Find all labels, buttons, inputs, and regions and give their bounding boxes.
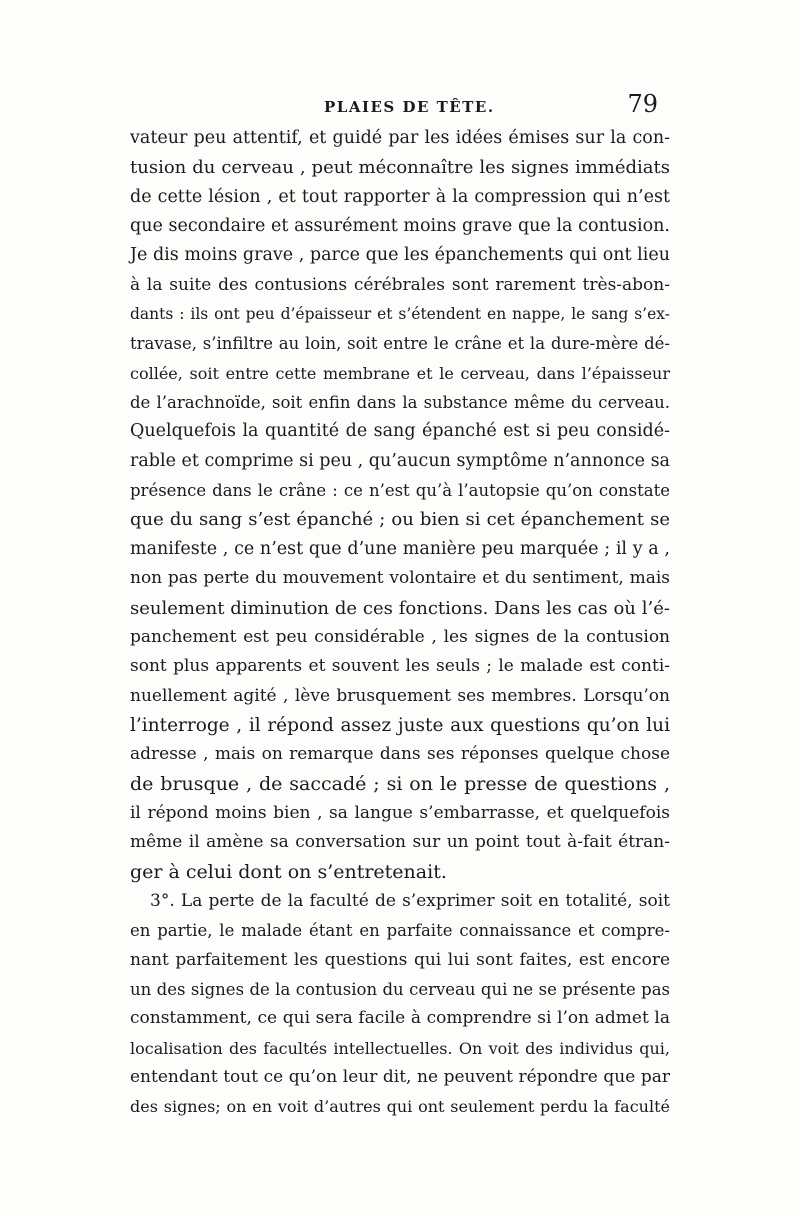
text-line: de l’arachnoïde, soit enfin dans la substance même du cerveau. <box>130 393 670 413</box>
page-number: 79 <box>627 90 658 118</box>
text-line: à la suite des contusions cérébrales sont rarement très-abon- <box>130 274 670 295</box>
text-line: vateur peu attentif, et guidé par les idées émises sur la con- <box>130 128 670 148</box>
text-line: il répond moins bien , sa langue s’embarrasse, et quelquefois <box>130 802 670 823</box>
text-line: constamment, ce qui sera facile à comprendre si l’on admet la <box>130 1008 670 1029</box>
text-line: dants : ils ont peu d’épaisseur et s’étendent en nappe, le sang s’ex- <box>130 305 670 324</box>
text-line: ger à celui dont on s’entretenait. <box>130 860 447 883</box>
text-line: des signes; on en voit d’autres qui ont seulement perdu la faculté <box>130 1097 670 1117</box>
text-line: que du sang s’est épanché ; ou bien si cet épanchement se <box>130 509 670 531</box>
text-line: que secondaire et assurément moins grave que la contusion. <box>130 216 670 237</box>
text-line: sont plus apparents et souvent les seuls ; le malade est conti- <box>130 656 670 677</box>
text-line: manifeste , ce n’est que d’une manière peu marquée ; il y a , <box>130 538 670 559</box>
text-line: 3°. La perte de la faculté de s’exprimer soit en totalité, soit <box>150 890 670 911</box>
text-line: localisation des facultés intellectuelles. On voit des individus qui, <box>130 1038 670 1058</box>
body-text <box>130 124 670 1122</box>
text-line: de cette lésion , et tout rapporter à la compression qui n’est <box>130 186 670 207</box>
text-line: un des signes de la contusion du cerveau qui ne se présente pas <box>130 979 670 999</box>
text-line: collée, soit entre cette membrane et le cerveau, dans l’épaisseur <box>130 363 670 383</box>
text-line: panchement est peu considérable , les signes de la contusion <box>130 626 670 647</box>
text-line: de brusque , de saccadé ; si on le presse de questions , <box>130 772 670 795</box>
text-line: non pas perte du mouvement volontaire et du sentiment, mais <box>130 568 670 589</box>
text-line: Je dis moins grave , parce que les épanchements qui ont lieu <box>130 245 670 266</box>
text-line: rable et comprime si peu , qu’aucun symptôme n’annonce sa <box>130 450 670 471</box>
text-line: entendant tout ce qu’on leur dit, ne peuvent répondre que par <box>130 1067 670 1087</box>
text-line: nant parfaitement les questions qui lui sont faites, est encore <box>130 949 670 970</box>
text-line: l’interroge , il répond assez juste aux questions qu’on lui <box>130 714 670 736</box>
running-title: PLAIES DE TÊTE. <box>324 98 495 116</box>
text-line: adresse , mais on remarque dans ses réponses quelque chose <box>130 744 670 765</box>
text-line: nuellement agité , lève brusquement ses membres. Lorsqu’on <box>130 685 670 706</box>
text-line: Quelquefois la quantité de sang épanché est si peu considé- <box>130 421 670 442</box>
text-line: seulement diminution de ces fonctions. Dans les cas où l’é- <box>130 597 670 619</box>
text-line: même il amène sa conversation sur un point tout à-fait étran- <box>130 832 670 853</box>
text-line: présence dans le crâne : ce n’est qu’à l’autopsie qu’on constate <box>130 481 670 501</box>
running-header <box>138 90 658 126</box>
text-line: travase, s’infiltre au loin, soit entre le crâne et la dure-mère dé- <box>130 334 670 354</box>
text-line: en partie, le malade étant en parfaite connaissance et compre- <box>130 921 670 941</box>
text-line: tusion du cerveau , peut méconnaître les signes immédiats <box>130 157 670 179</box>
